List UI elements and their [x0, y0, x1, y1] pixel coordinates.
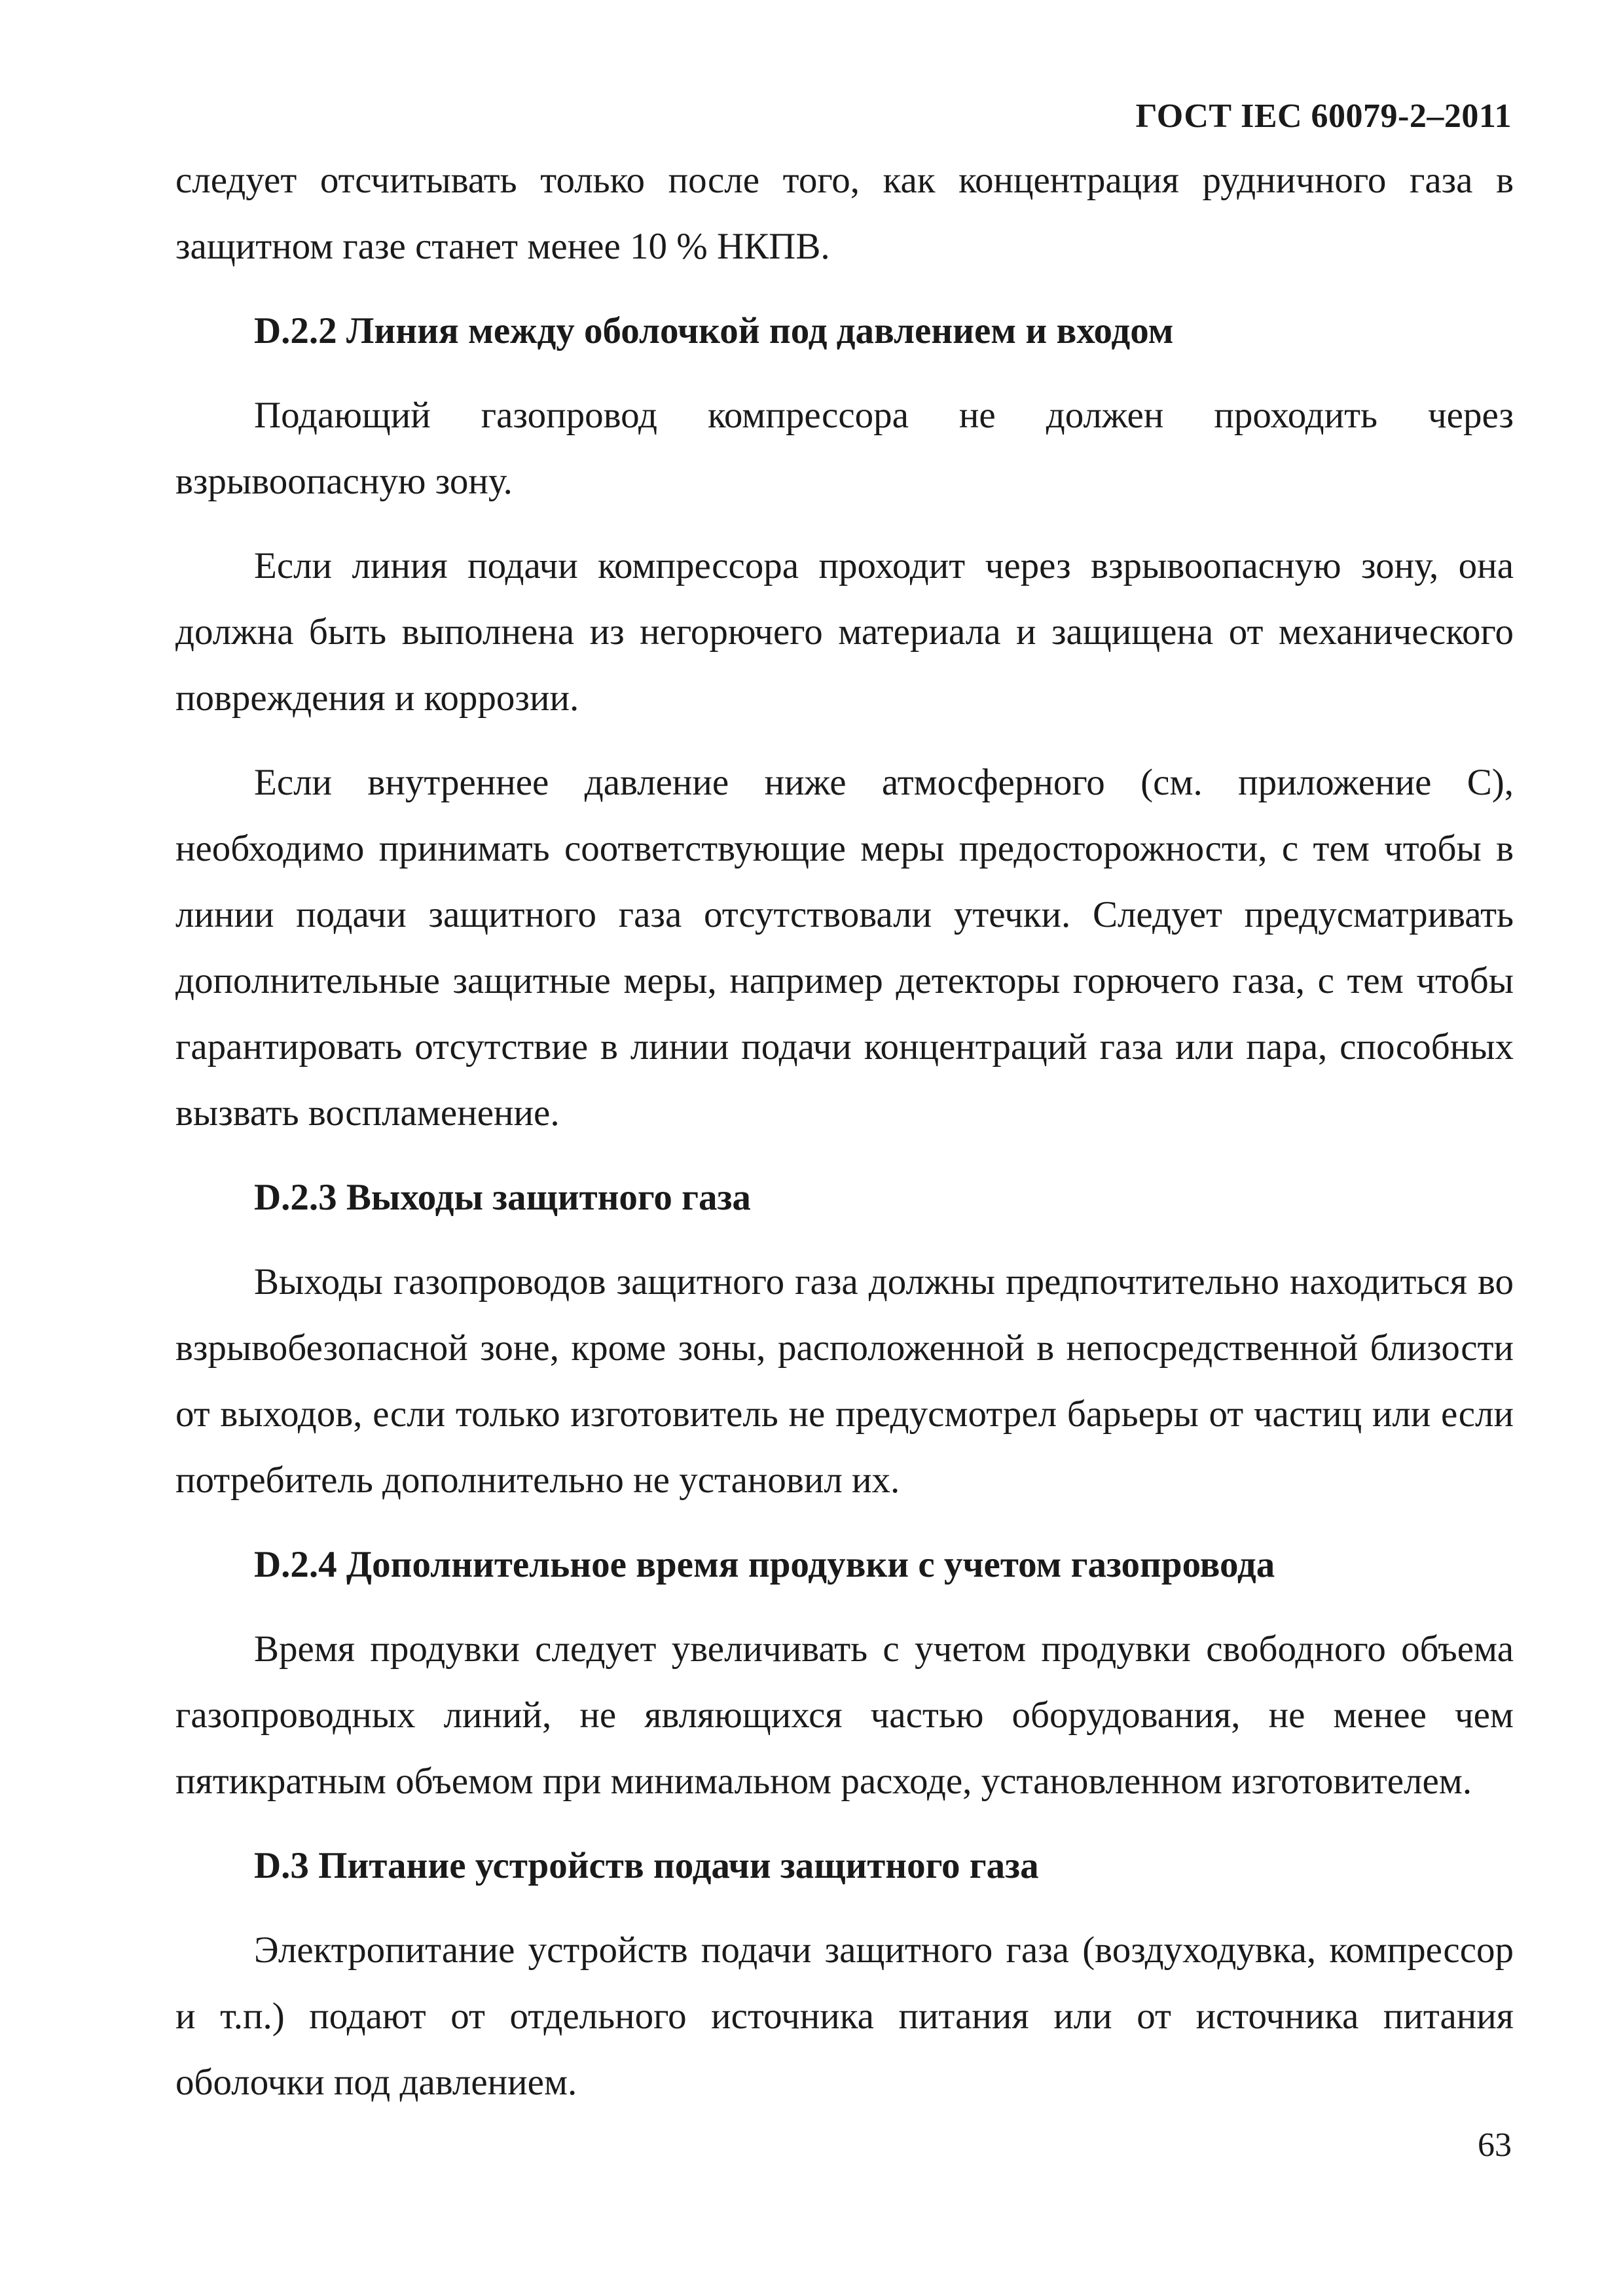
paragraph-continuation: следует отсчитывать только после того, как концентрация рудничного газа в защитном газе станет менее 10 % НКПВ.	[175, 160, 1514, 267]
paragraph: Электропитание устройств подачи защитного газа (воздуходувка, компрессор и т.п.) подают от отдельного источника питания или от источника питания оболочки под давлением.	[175, 1929, 1514, 2103]
document-code-header: ГОСТ IEC 60079-2–2011	[1135, 98, 1512, 135]
paragraph: Если линия подачи компрессора проходит через взрывоопасную зону, она должна быть выполнена из негорючего материала и защищена от механического повреждения и коррозии.	[175, 545, 1514, 719]
paragraph: Если внутреннее давление ниже атмосферного (см. приложение С), необходимо принимать соответствующие меры предосторожности, с тем чтобы в линии подачи защитного газа отсутствовали утечки. Следует предусматривать дополнительные защитные меры, например детекторы горючего газа, с тем чтобы гарантировать отсутствие в линии подачи концентраций газа или пара, способных вызвать воспламенение.	[175, 762, 1514, 1134]
section-heading-d-2-2: D.2.2 Линия между оболочкой под давлением и входом	[254, 310, 1174, 351]
page-body	[175, 147, 1514, 2115]
section-heading-d-2-4: D.2.4 Дополнительное время продувки с учетом газопровода	[254, 1544, 1275, 1585]
section-heading-d-2-3: D.2.3 Выходы защитного газа	[254, 1177, 751, 1218]
section-heading-d-3: D.3 Питание устройств подачи защитного газа	[254, 1845, 1039, 1886]
paragraph: Выходы газопроводов защитного газа должны предпочтительно находиться во взрывобезопасной зоне, кроме зоны, расположенной в непосредственной близости от выходов, если только изготовитель не предусмотрел барьеры от частиц или если потребитель дополнительно не установил их.	[175, 1261, 1514, 1501]
paragraph: Подающий газопровод компрессора не должен проходить через взрывоопасную зону.	[175, 395, 1514, 502]
page-number: 63	[1478, 2126, 1512, 2164]
paragraph: Время продувки следует увеличивать с учетом продувки свободного объема газопроводных линий, не являющихся частью оборудования, не менее чем пятикратным объемом при минимальном расходе, установленном изготовителем.	[175, 1628, 1514, 1802]
